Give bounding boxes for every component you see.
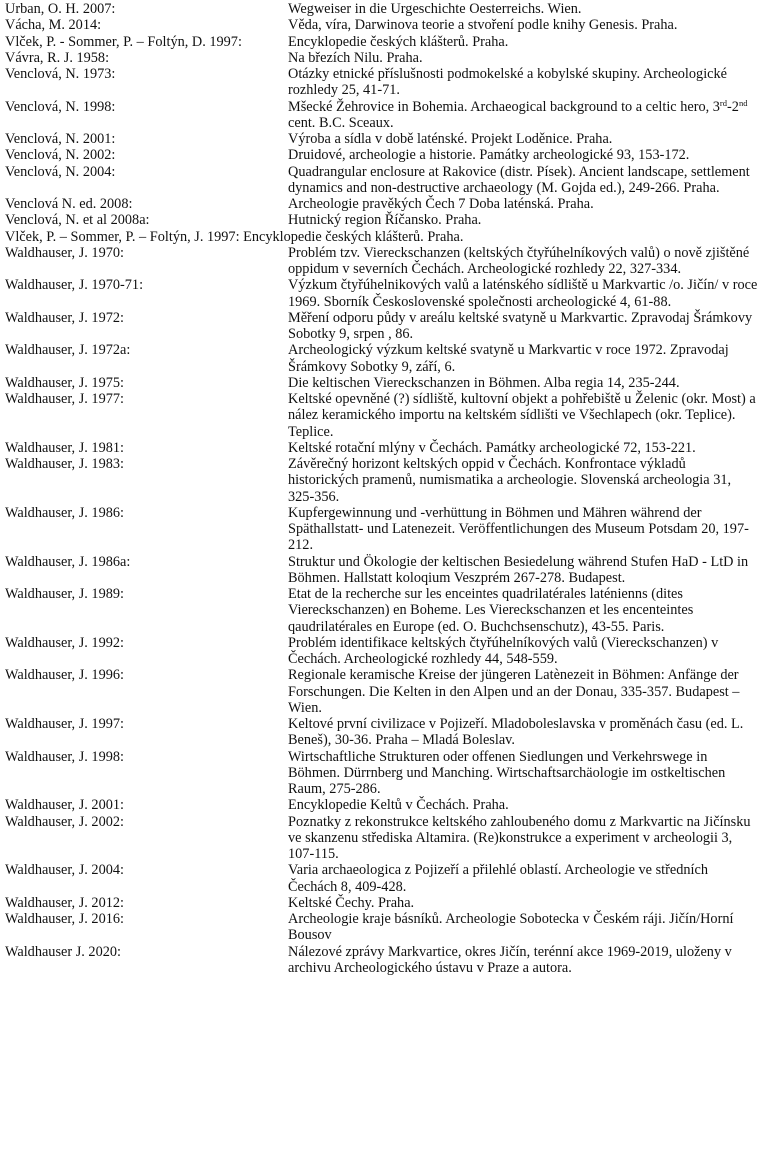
bibliography-entry — [0, 716, 768, 749]
entry-reference: Archeologie pravěkých Čech 7 Doba laténská. Praha. — [288, 196, 594, 212]
bibliography-entry — [0, 635, 768, 668]
entry-author: Venclová, N. 2004: — [5, 163, 116, 180]
bibliography-entry — [0, 862, 768, 895]
entry-author: Venclová, N. 2001: — [5, 131, 116, 147]
entry-author: Venclová N. ed. 2008: — [5, 196, 133, 212]
entry-reference: Kupfergewinnung und -verhüttung in Böhmen und Mähren während der Späthallstatt- und Latenezeit. Veröffentlichungen des Museum Potsdam 20, 197-212. — [288, 504, 749, 554]
entry-reference: Poznatky z rekonstrukce keltského zahloubeného domu z Markvartic na Jičínsku ve skanzenu střediska Altamira. (Re)konstrukce a experiment v archeologii 3, 107-115. — [288, 813, 751, 862]
bibliography-entry — [0, 212, 768, 228]
entry-author: Waldhauser, J. 1983: — [5, 456, 124, 472]
entry-reference: Měření odporu půdy v areálu keltské svatyně u Markvartic. Zpravodaj Šrámkovy Sobotky 9, srpen , 86. — [288, 309, 753, 342]
entry-reference: Encyklopedie českých klášterů. Praha. — [288, 33, 509, 50]
bibliography-entry — [0, 277, 768, 310]
entry-reference: Wirtschaftliche Strukturen oder offenen Siedlungen und Verkehrswege in Böhmen. Dürrnberg und Manching. Wirtschaftsarchäologie im ostkeltischen Raum, 275-286. — [288, 748, 726, 797]
bibliography-entry — [0, 456, 768, 505]
bibliography-entry — [0, 440, 768, 456]
entry-author: Venclová, N. 1973: — [5, 66, 116, 82]
entry-reference: Druidové, archeologie a historie. Památky archeologické 93, 153-172. — [288, 147, 690, 164]
entry-reference: Varia archaeologica z Pojizeří a přilehlé oblastí. Archeologie ve středních Čechách 8, 409-428. — [288, 862, 708, 895]
entry-author: Waldhauser, J. 2002: — [5, 813, 124, 830]
entry-reference: Quadrangular enclosure at Rakovice (distr. Písek). Ancient landscape, settlement dynamics and non-destructive archaeology (M. Gojda ed.), 249-266. Praha. — [288, 163, 750, 196]
entry-reference: Otázky etnické příslušnosti podmokelské a kobylské skupiny. Archeologické rozhledy 25, 41-71. — [288, 66, 728, 99]
entry-reference: Encyklopedie Keltů v Čechách. Praha. — [288, 797, 509, 814]
entry-full-line: Vlček, P. – Sommer, P. – Foltýn, J. 1997: Encyklopedie českých klášterů. Praha. — [5, 228, 464, 245]
bibliography-entry — [0, 391, 768, 440]
entry-author: Waldhauser, J. 2001: — [5, 797, 124, 814]
entry-author: Waldhauser, J. 2004: — [5, 862, 124, 879]
entry-reference: Wegweiser in die Urgeschichte Oesterreichs. Wien. — [288, 1, 582, 17]
reference-text: cent. B.C. Sceaux. — [288, 114, 394, 131]
entry-author: Waldhauser, J. 1970-71: — [5, 277, 144, 294]
bibliography-entry — [0, 245, 768, 278]
ordinal-superscript: rd — [719, 97, 728, 108]
entry-author: Waldhauser, J. 1989: — [5, 586, 124, 602]
bibliography-entry — [0, 749, 768, 798]
entry-author: Waldhauser, J. 1981: — [5, 439, 124, 456]
bibliography-entry — [0, 196, 768, 212]
bibliography-entry — [0, 147, 768, 163]
bibliography-entry — [0, 66, 768, 99]
entry-reference: Struktur und Ökologie der keltischen Besiedelung während Stufen HaD - LtD in Böhmen. Hallstatt koloqium Veszprém 267-278. Budapest. — [288, 553, 749, 586]
entry-author: Waldhauser J. 2020: — [5, 943, 121, 960]
bibliography-entry — [0, 164, 768, 197]
entry-reference: Keltské opevněné (?) sídliště, kultovní objekt a pohřebiště u Želenic (okr. Most) a nález keramického importu na keltském sídlišti ve Všechlapech (okr. Teplice). Teplice. — [288, 391, 756, 440]
entry-reference: Regionale keramische Kreise der jüngeren Latènezeit in Böhmen: Anfänge der Forschungen. Die Kelten in den Alpen und an der Donau, 335-357. Budapest – Wien. — [288, 667, 740, 716]
entry-reference: Problém identifikace keltských čtyřúhelníkových valů (Viereckschanzen) v Čechách. Archeologické rozhledy 44, 548-559. — [288, 634, 719, 667]
entry-author: Waldhauser, J. 1992: — [5, 634, 124, 651]
entry-author: Waldhauser, J. 1970: — [5, 244, 124, 261]
entry-author: Waldhauser, J. 1986a: — [5, 553, 131, 570]
entry-author: Waldhauser, J. 1972: — [5, 309, 124, 326]
entry-author: Waldhauser, J. 2016: — [5, 911, 124, 927]
entry-reference: Keltské rotační mlýny v Čechách. Památky archeologické 72, 153-221. — [288, 439, 696, 456]
entry-author: Vávra, R. J. 1958: — [5, 49, 110, 66]
bibliography-entry — [0, 944, 768, 977]
entry-reference: Problém tzv. Viereckschanzen (keltských čtyřúhelníkových valů) o nově zjištěné oppidum v severních Čechách. Archeologické rozhledy 22, 327-334. — [288, 244, 750, 277]
bibliography-entry — [0, 1, 768, 17]
bibliography-entry — [0, 310, 768, 343]
entry-reference: Die keltischen Viereckschanzen in Böhmen. Alba regia 14, 235-244. — [288, 374, 680, 391]
bibliography-entry — [0, 375, 768, 391]
bibliography-entry — [0, 667, 768, 716]
reference-text: -2 — [727, 98, 739, 115]
bibliography-entry — [0, 814, 768, 863]
bibliography-entry — [0, 911, 768, 944]
entry-author: Waldhauser, J. 1986: — [5, 504, 124, 521]
entry-reference: Hutnický region Říčansko. Praha. — [288, 212, 482, 229]
entry-reference: Závěrečný horizont keltských oppid v Čechách. Konfrontace výkladů historických pramenů, numismatika a archeologie. Slovenská archeologia 31, 325-356. — [288, 456, 732, 505]
entry-author: Waldhauser, J. 1997: — [5, 716, 124, 732]
bibliography-entry — [0, 342, 768, 375]
bibliography-entry — [0, 586, 768, 635]
entry-author: Waldhauser, J. 1972a: — [5, 342, 131, 359]
entry-reference — [285, 99, 768, 132]
bibliography-entry — [0, 50, 768, 66]
entry-reference: Archeologický výzkum keltské svatyně u Markvartic v roce 1972. Zpravodaj Šrámkovy Sobotky 9, září, 6. — [288, 342, 729, 375]
entry-reference: Archeologie kraje básníků. Archeologie Sobotecka v Českém ráji. Jičín/Horní Bousov — [288, 911, 734, 944]
entry-author: Waldhauser, J. 1977: — [5, 391, 124, 407]
entry-reference: Na březích Nilu. Praha. — [288, 49, 423, 66]
entry-reference: Výroba a sídla v době laténské. Projekt Loděnice. Praha. — [288, 131, 613, 147]
entry-author: Waldhauser, J. 1975: — [5, 374, 124, 391]
entry-reference: Keltové první civilizace v Pojizeří. Mladoboleslavska v proměnách času (ed. L. Beneš), 30-36. Praha – Mladá Boleslav. — [288, 716, 744, 749]
entry-author: Waldhauser, J. 2012: — [5, 894, 124, 911]
bibliography-entry — [0, 229, 768, 245]
entry-reference: Věda, víra, Darwinova teorie a stvoření podle knihy Genesis. Praha. — [288, 17, 678, 34]
entry-reference: Nálezové zprávy Markvartice, okres Jičín, terénní akce 1969-2019, uloženy v archivu Archeologického ústavu v Praze a autora. — [288, 943, 732, 976]
bibliography-entry — [0, 131, 768, 147]
bibliography-entry — [0, 797, 768, 813]
entry-author: Waldhauser, J. 1996: — [5, 667, 124, 684]
entry-reference: Etat de la recherche sur les enceintes quadrilatérales laténienns (dites Viereckschanzen) en Boheme. Les Viereckschanzen et les encenteintes qaudrilatérales en Europe (ed. O. Buchchsenschutz), 43-55. Paris. — [288, 586, 694, 635]
reference-text: Mšecké Žehrovice in Bohemia. Archaeogical background to a celtic hero, 3 — [288, 98, 720, 115]
bibliography-entry — [0, 99, 768, 132]
entry-reference: Keltské Čechy. Praha. — [288, 894, 415, 911]
entry-author: Venclová, N. 2002: — [5, 147, 116, 164]
entry-author: Waldhauser, J. 1998: — [5, 748, 124, 765]
entry-author: Venclová, N. 1998: — [5, 98, 116, 115]
bibliography-entry — [0, 505, 768, 554]
bibliography-entry — [0, 554, 768, 587]
ordinal-superscript: nd — [738, 97, 748, 108]
bibliography-entry — [0, 34, 768, 50]
entry-author: Urban, O. H. 2007: — [5, 1, 116, 17]
bibliography-entry — [0, 895, 768, 911]
entry-author: Vácha, M. 2014: — [5, 17, 102, 34]
entry-reference: Výzkum čtyřúhelnikových valů a laténského sídliště u Markvartic /o. Jičín/ v roce 1969. Sborník Československé společnosti archeologické 4, 61-88. — [288, 277, 758, 310]
bibliography-entry — [0, 17, 768, 33]
entry-author: Vlček, P. - Sommer, P. – Foltýn, D. 1997: — [5, 33, 242, 50]
entry-author: Venclová, N. et al 2008a: — [5, 212, 150, 229]
